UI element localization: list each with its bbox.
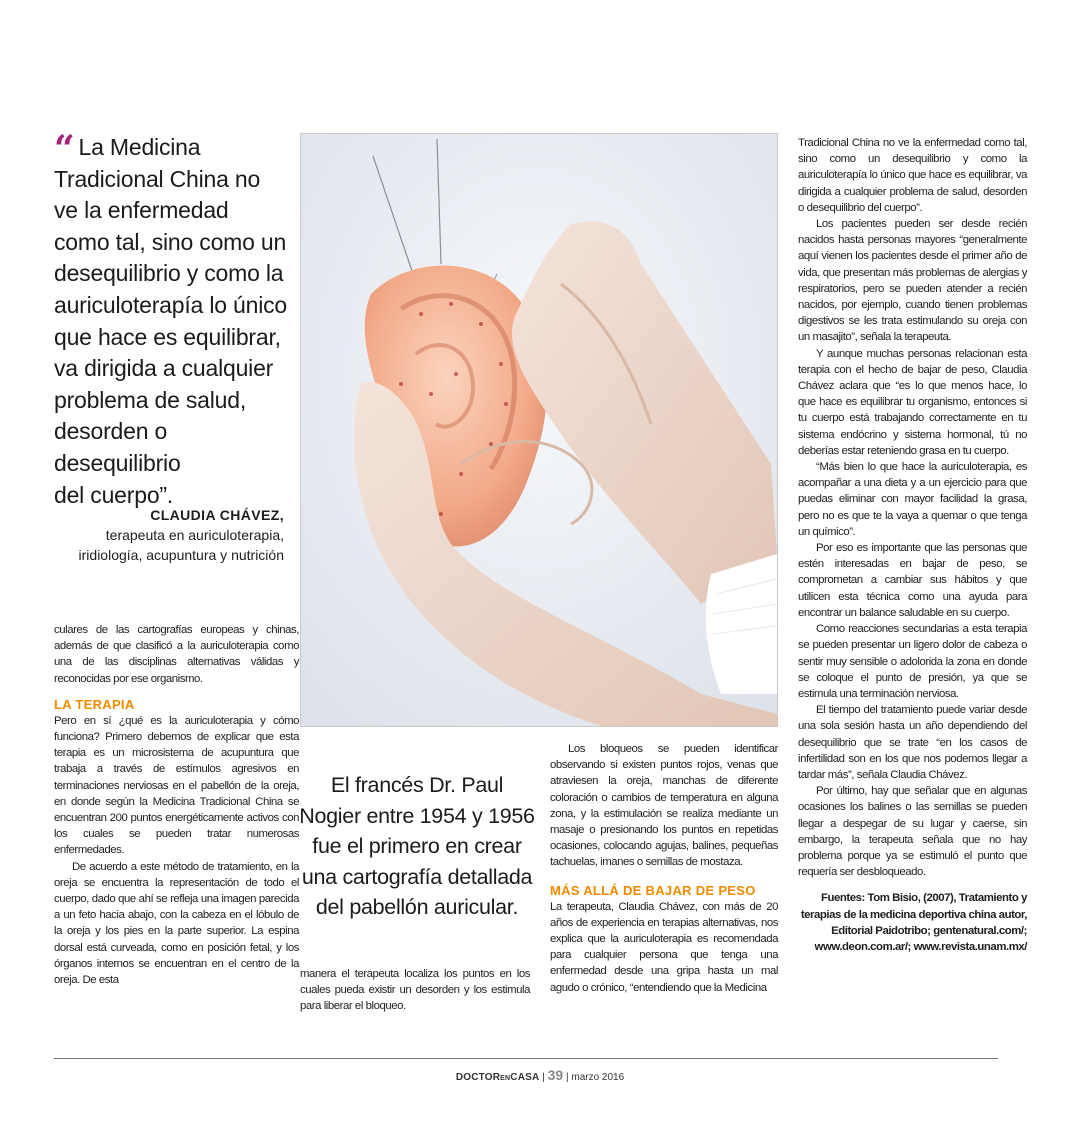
paragraph: Por eso es importante que las personas que estén interesadas en bajar de peso, se comprometan a cambiar sus hábitos y que utilicen esta técnica como una ayuda para encontrar un balance saludable en su cuerpo. (798, 542, 1027, 619)
pull-quote-line: del cuerpo”. (54, 481, 174, 508)
caption-line: del pabellón auricular. (315, 895, 519, 920)
caption-line: El francés Dr. Paul (330, 773, 504, 797)
caption-line: fue el primero en crear (312, 834, 522, 859)
footer-separator: | (565, 1072, 569, 1083)
paragraph: El tiempo del tratamiento puede variar desde una sola sesión hasta un año dependiendo del desequilibrio que se trate “en los casos de infertilidad son en los que nos podemos llegar a tardar más”, señala Claudia Chávez. (798, 704, 1027, 781)
paragraph: Los pacientes pueden ser desde recién nacidos hasta personas mayores “generalmente aquí vienen los pacientes desde el primer año de vida, que presentan más problemas de alergias y respiratorios, pero se pueden atender a recién nacidos, por ejemplo, cuando tienen problemas digestivos se les trata estimulando su oreja con un masajito”, señala la terapeuta. (798, 218, 1027, 344)
pull-quote (54, 128, 294, 511)
paragraph: manera el terapeuta localiza los puntos en los cuales pueda existir un desorden y los estimula para liberar el bloqueo. (300, 968, 530, 1013)
page-number: 39 (547, 1067, 564, 1083)
paragraph: culares de las cartografías europeas y chinas, además de que clasificó a la auriculoterapia como una de las disciplinas alternativas válidas y reconocidas por ese organismo. (54, 624, 299, 685)
photo-caption (298, 770, 536, 923)
paragraph: Como reacciones secundarias a esta terapia se pueden presentar un ligero dolor de cabeza o sentir muy sensible o adolorida la zona en donde se coloque el punto de presión, ya que se estimula una terminación nerviosa. (798, 623, 1027, 700)
section-heading: LA TERAPIA (54, 696, 135, 712)
paragraph: La terapeuta, Claudia Chávez, con más de 20 años de experiencia en terapias alternativas, nos explica que la auriculoterapia es recomendada para cualquier persona que tenga una enfermedad desde una gripa hasta un mal agudo o crónico, “entendiendo que la Medicina (550, 900, 778, 994)
caption-line: una cartografía detallada (301, 864, 533, 889)
magazine-name-part: EN (500, 1075, 511, 1082)
paragraph: Los bloqueos se pueden identificar observando si existen puntos rojos, venas que atraviesen la oreja, manchas de diferente coloración o cambios de temperatura en alguna zona, y la estimulación se realiza mediante un masaje o presionando los puntos en repetidas ocasiones, colocando agujas, balines, pequeñas tachuelas, imanes o semillas de mostaza. (550, 743, 778, 869)
author-name: CLAUDIA CHÁVEZ, (150, 507, 284, 523)
magazine-name-part: CASA (510, 1072, 540, 1083)
pull-quote-line: ve la enfermedad (54, 197, 229, 224)
column-4 (798, 135, 1027, 955)
author-role: terapeuta en auriculoterapia, (105, 527, 284, 543)
pull-quote-line: La Medicina (78, 134, 201, 160)
pull-quote-line: desequilibrio y como la (54, 260, 284, 287)
author-role: iridiología, acupuntura y nutrición (78, 547, 284, 563)
issue-date: marzo 2016 (571, 1072, 625, 1083)
pull-quote-line: desorden o desequilibrio (54, 418, 181, 476)
ear-acupuncture-illustration (301, 134, 777, 726)
magazine-name-part: DOCTOR (455, 1072, 501, 1083)
pull-quote-line: que hace es equilibrar, (54, 323, 281, 350)
footer-rule (54, 1058, 998, 1059)
paragraph: Y aunque muchas personas relacionan esta terapia con el hecho de bajar de peso, Claudia Chávez aclara que “es lo que menos hace, lo que hace es equilibrar tu organismo, entonces si tu cuerpo está trabajando correctamente en tu sistema endócrino y sistema hormonal, tú no deberías estar reteniendo grasa en tu cuerpo. (798, 347, 1027, 457)
paragraph: Tradicional China no ve la enfermedad como tal, sino como un desequilibrio y como la auriculoterapía lo único que hace es equilibrar, va dirigida a cualquier problema de salud, desorden o desequilibrio del cuerpo”. (798, 137, 1027, 214)
pull-quote-line: va dirigida a cualquier (54, 355, 274, 382)
column-2-continuation (300, 966, 530, 1015)
column-3 (550, 741, 778, 996)
pull-quote-line: Tradicional China no (54, 165, 261, 192)
caption-line: Nogier entre 1954 y 1956 (299, 803, 535, 828)
paragraph: De acuerdo a este método de tratamiento, en la oreja se encuentra la representación de todo el cuerpo, dado que ahí se refleja una imagen parecida a un feto hacia abajo, con la cabeza en el lóbulo de la oreja y los pies en la parte superior. La espina dorsal está curveada, como en posición fetal, y los órganos internos se encuentran en el centro de la oreja. De esta (54, 860, 299, 987)
quote-attribution (54, 505, 284, 565)
pull-quote-line: problema de salud, (54, 386, 247, 413)
paragraph: Pero en sí ¿qué es la auriculoterapia y cómo funciona? Primero debemos de explicar que esta terapia es un microsistema de acupuntura que trabaja a través de estímulos agresivos en terminaciones nerviosas en el pabellón de la oreja, en donde según la Medicina Tradicional China se encuentran 200 puntos energéticamente activos con los cuales se pueden tratar numerosas enfermedades. (54, 714, 299, 857)
quote-mark-icon: “ (54, 128, 75, 170)
ear-model-photo (300, 133, 778, 727)
footer-separator: | (542, 1072, 545, 1083)
pull-quote-line: auriculoterapía lo único (54, 291, 288, 318)
page-footer (0, 1067, 1080, 1083)
section-heading: MÁS ALLÁ DE BAJAR DE PESO (550, 882, 756, 898)
paragraph: Por último, hay que señalar que en algunas ocasiones los balines o las semillas se pueden llegar a despegar de su lugar y caerse, sin embargo, la terapeuta señala que no hay problema porque ya se estimuló el punto que requería ser desbloqueado. (798, 785, 1027, 879)
paragraph: “Más bien lo que hace la auriculoterapia, es acompañar a una dieta y a un ejercicio para que puedas eliminar con mayor facilidad la grasa, pero no es que te la vaya a quemar o que tenga un químico”. (798, 461, 1027, 538)
sources: Fuentes: Tom Bisio, (2007), Tratamiento y terapias de la medicina deportiva china autor, Editorial Paidotribo; gentenatural.com/; www.deon.com.ar/; www.revista.unam.mx/ (800, 892, 1027, 953)
pull-quote-line: como tal, sino como un (54, 228, 287, 255)
column-1 (54, 622, 299, 988)
